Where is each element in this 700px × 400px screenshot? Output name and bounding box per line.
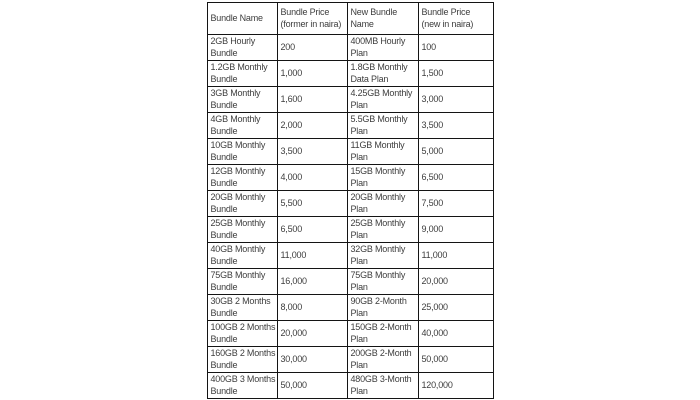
cell-new-bundle-name: 25GB Monthly Plan (347, 217, 418, 243)
cell-former-price: 5,500 (277, 191, 347, 217)
cell-former-price: 2,000 (277, 113, 347, 139)
table-row (207, 373, 493, 399)
table-row (207, 243, 493, 269)
cell-new-bundle-name: 5.5GB Monthly Plan (347, 113, 418, 139)
cell-new-price: 3,000 (418, 87, 493, 113)
header-new-price-line2: (new in naira) (421, 18, 474, 29)
bundle-table-body (207, 35, 493, 399)
bundle-price-table (207, 2, 494, 399)
header-row (207, 3, 493, 35)
cell-bundle-name: 12GB Monthly Bundle (207, 165, 277, 191)
cell-former-price: 3,500 (277, 139, 347, 165)
cell-former-price: 4,000 (277, 165, 347, 191)
cell-former-price: 16,000 (277, 269, 347, 295)
cell-new-bundle-name: 90GB 2-Month Plan (347, 295, 418, 321)
cell-former-price: 6,500 (277, 217, 347, 243)
cell-new-price: 1,500 (418, 61, 493, 87)
header-former-price-line2: (former in naira) (280, 18, 342, 29)
cell-bundle-name: 40GB Monthly Bundle (207, 243, 277, 269)
cell-new-bundle-name: 32GB Monthly Plan (347, 243, 418, 269)
cell-new-price: 25,000 (418, 295, 493, 321)
table-row (207, 295, 493, 321)
cell-new-price: 9,000 (418, 217, 493, 243)
table-row (207, 139, 493, 165)
table-row (207, 191, 493, 217)
table-row (207, 113, 493, 139)
cell-bundle-name: 1.2GB Monthly Bundle (207, 61, 277, 87)
table-row (207, 165, 493, 191)
cell-former-price: 11,000 (277, 243, 347, 269)
cell-former-price: 1,600 (277, 87, 347, 113)
cell-bundle-name: 100GB 2 Months Bundle (207, 321, 277, 347)
cell-former-price: 20,000 (277, 321, 347, 347)
header-new-bundle-name-line2: Name (350, 18, 374, 29)
header-bundle-name-label: Bundle Name (210, 12, 263, 23)
cell-bundle-name: 25GB Monthly Bundle (207, 217, 277, 243)
cell-bundle-name: 20GB Monthly Bundle (207, 191, 277, 217)
cell-bundle-name: 30GB 2 Months Bundle (207, 295, 277, 321)
cell-new-price: 11,000 (418, 243, 493, 269)
cell-new-price: 5,000 (418, 139, 493, 165)
table-row (207, 347, 493, 373)
cell-new-bundle-name: 11GB Monthly Plan (347, 139, 418, 165)
cell-bundle-name: 75GB Monthly Bundle (207, 269, 277, 295)
cell-new-bundle-name: 15GB Monthly Plan (347, 165, 418, 191)
cell-new-price: 100 (418, 35, 493, 61)
table-row (207, 35, 493, 61)
cell-new-price: 3,500 (418, 113, 493, 139)
cell-new-bundle-name: 20GB Monthly Plan (347, 191, 418, 217)
cell-new-bundle-name: 75GB Monthly Plan (347, 269, 418, 295)
cell-bundle-name: 160GB 2 Months Bundle (207, 347, 277, 373)
cell-bundle-name: 2GB Hourly Bundle (207, 35, 277, 61)
cell-new-price: 120,000 (418, 373, 493, 399)
cell-bundle-name: 3GB Monthly Bundle (207, 87, 277, 113)
header-former-price (277, 3, 347, 35)
cell-former-price: 200 (277, 35, 347, 61)
cell-new-price: 7,500 (418, 191, 493, 217)
cell-new-bundle-name: 200GB 2-Month Plan (347, 347, 418, 373)
table-row (207, 61, 493, 87)
cell-new-price: 40,000 (418, 321, 493, 347)
header-new-price (418, 3, 493, 35)
header-bundle-name (207, 3, 277, 35)
cell-former-price: 8,000 (277, 295, 347, 321)
cell-former-price: 30,000 (277, 347, 347, 373)
cell-former-price: 50,000 (277, 373, 347, 399)
header-new-bundle-name-line1: New Bundle (350, 7, 398, 17)
cell-bundle-name: 4GB Monthly Bundle (207, 113, 277, 139)
table-row (207, 217, 493, 243)
cell-new-bundle-name: 150GB 2-Month Plan (347, 321, 418, 347)
header-new-price-line1: Bundle Price (421, 7, 471, 17)
bundle-table-header (207, 3, 493, 35)
cell-new-price: 50,000 (418, 347, 493, 373)
table-row (207, 269, 493, 295)
cell-new-bundle-name: 480GB 3-Month Plan (347, 373, 418, 399)
table-row (207, 321, 493, 347)
header-new-bundle-name (347, 3, 418, 35)
header-former-price-line1: Bundle Price (280, 7, 330, 17)
cell-new-price: 6,500 (418, 165, 493, 191)
cell-bundle-name: 400GB 3 Months Bundle (207, 373, 277, 399)
cell-new-bundle-name: 1.8GB Monthly Data Plan (347, 61, 418, 87)
table-row (207, 87, 493, 113)
cell-bundle-name: 10GB Monthly Bundle (207, 139, 277, 165)
cell-new-bundle-name: 400MB Hourly Plan (347, 35, 418, 61)
cell-new-price: 20,000 (418, 269, 493, 295)
cell-new-bundle-name: 4.25GB Monthly Plan (347, 87, 418, 113)
cell-former-price: 1,000 (277, 61, 347, 87)
